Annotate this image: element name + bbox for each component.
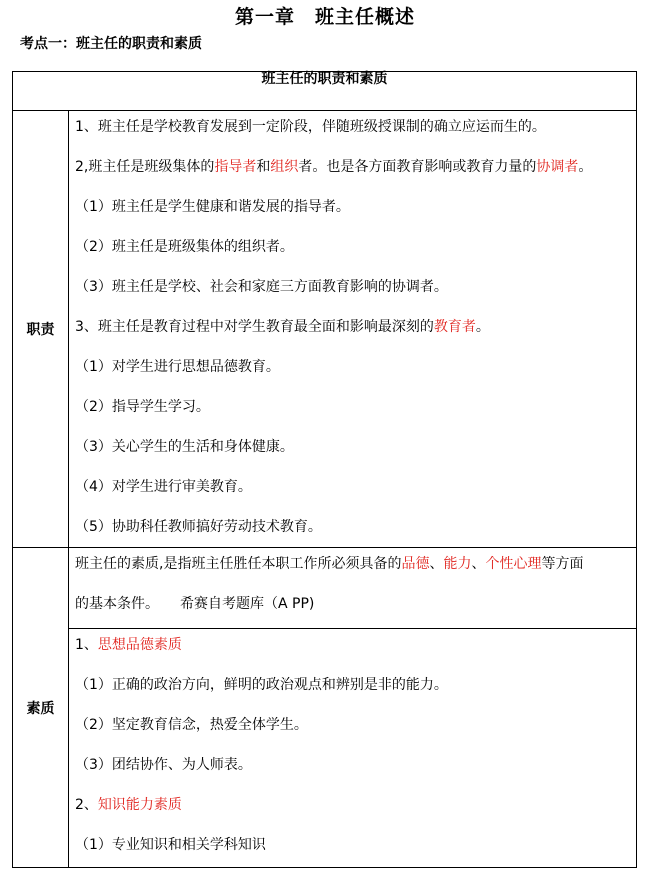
quality-label: 素质 (13, 548, 69, 868)
text-line (69, 237, 636, 257)
text-line (69, 795, 636, 815)
text-segment: （2）坚定教育信念，热爱全体学生。 (75, 717, 308, 733)
chapter-title: 第一章 班主任概述 (234, 6, 415, 28)
text-segment: 1、 (75, 637, 98, 653)
text-segment: 和 (256, 159, 271, 175)
text-line (69, 437, 636, 457)
highlight-term: 品德 (401, 556, 430, 572)
text-segment: 3、班主任是教育过程中对学生教育最全面和影响最深刻的 (75, 319, 434, 335)
text-segment: （2）班主任是班级集体的组织者。 (75, 239, 294, 255)
duties-content (69, 111, 637, 548)
text-segment: （5）协助科任教师搞好劳动技术教育。 (75, 519, 322, 535)
text-segment: 等方面 (541, 556, 584, 572)
highlight-term: 组织 (270, 159, 299, 175)
text-segment: 、 (471, 556, 486, 572)
highlight-term: 知识能力素质 (97, 797, 182, 813)
highlight-term: 思想品德素质 (97, 637, 182, 653)
highlight-term: 能力 (443, 556, 472, 572)
text-segment: （1）班主任是学生健康和谐发展的指导者。 (75, 199, 350, 215)
text-line (69, 715, 636, 735)
highlight-term: 指导者 (214, 159, 257, 175)
text-segment: 、 (429, 556, 444, 572)
text-segment: （2）指导学生学习。 (75, 399, 210, 415)
highlight-term: 教育者 (433, 319, 476, 335)
text-line (69, 117, 636, 137)
text-segment: 的基本条件。 希赛自考题库（A PP) (75, 596, 315, 612)
quality-content (69, 629, 637, 868)
highlight-term: 协调者 (536, 159, 579, 175)
text-segment: （1）专业知识和相关学科知识 (75, 837, 266, 853)
text-segment: （1）对学生进行思想品德教育。 (75, 359, 280, 375)
text-line (69, 675, 636, 695)
text-line (69, 397, 636, 417)
text-segment: （4）对学生进行审美教育。 (75, 479, 252, 495)
text-segment: 。 (578, 159, 593, 175)
text-segment: （3）关心学生的生活和身体健康。 (75, 439, 294, 455)
text-line (69, 635, 636, 655)
text-line (69, 594, 636, 614)
text-line (69, 755, 636, 775)
section-subtitle: 考点一：班主任的职责和素质 (20, 36, 202, 52)
text-segment: 2、 (75, 797, 98, 813)
text-line (69, 517, 636, 537)
text-line (69, 277, 636, 297)
highlight-term: 个性心理 (485, 556, 542, 572)
text-line (69, 357, 636, 377)
text-segment: 。 (475, 319, 490, 335)
text-segment: （3）班主任是学校、社会和家庭三方面教育影响的协调者。 (75, 279, 448, 295)
text-line (69, 157, 636, 177)
duties-quality-table (12, 71, 637, 868)
text-segment: 2,班主任是班级集体的 (75, 159, 215, 175)
text-line (69, 835, 636, 855)
text-line (69, 477, 636, 497)
text-line (69, 197, 636, 217)
text-line (69, 317, 636, 337)
table-header: 班主任的职责和素质 (13, 72, 637, 111)
text-line (69, 554, 636, 574)
text-segment: 者。也是各方面教育影响或教育力量的 (298, 159, 537, 175)
text-segment: 1、班主任是学校教育发展到一定阶段，伴随班级授课制的确立应运而生的。 (75, 119, 546, 135)
duties-label: 职责 (13, 111, 69, 548)
text-segment: 班主任的素质,是指班主任胜任本职工作所必须具备的 (75, 556, 402, 572)
quality-intro (69, 548, 637, 629)
text-segment: （1）正确的政治方向，鲜明的政治观点和辨别是非的能力。 (75, 677, 448, 693)
text-segment: （3）团结协作、为人师表。 (75, 757, 252, 773)
